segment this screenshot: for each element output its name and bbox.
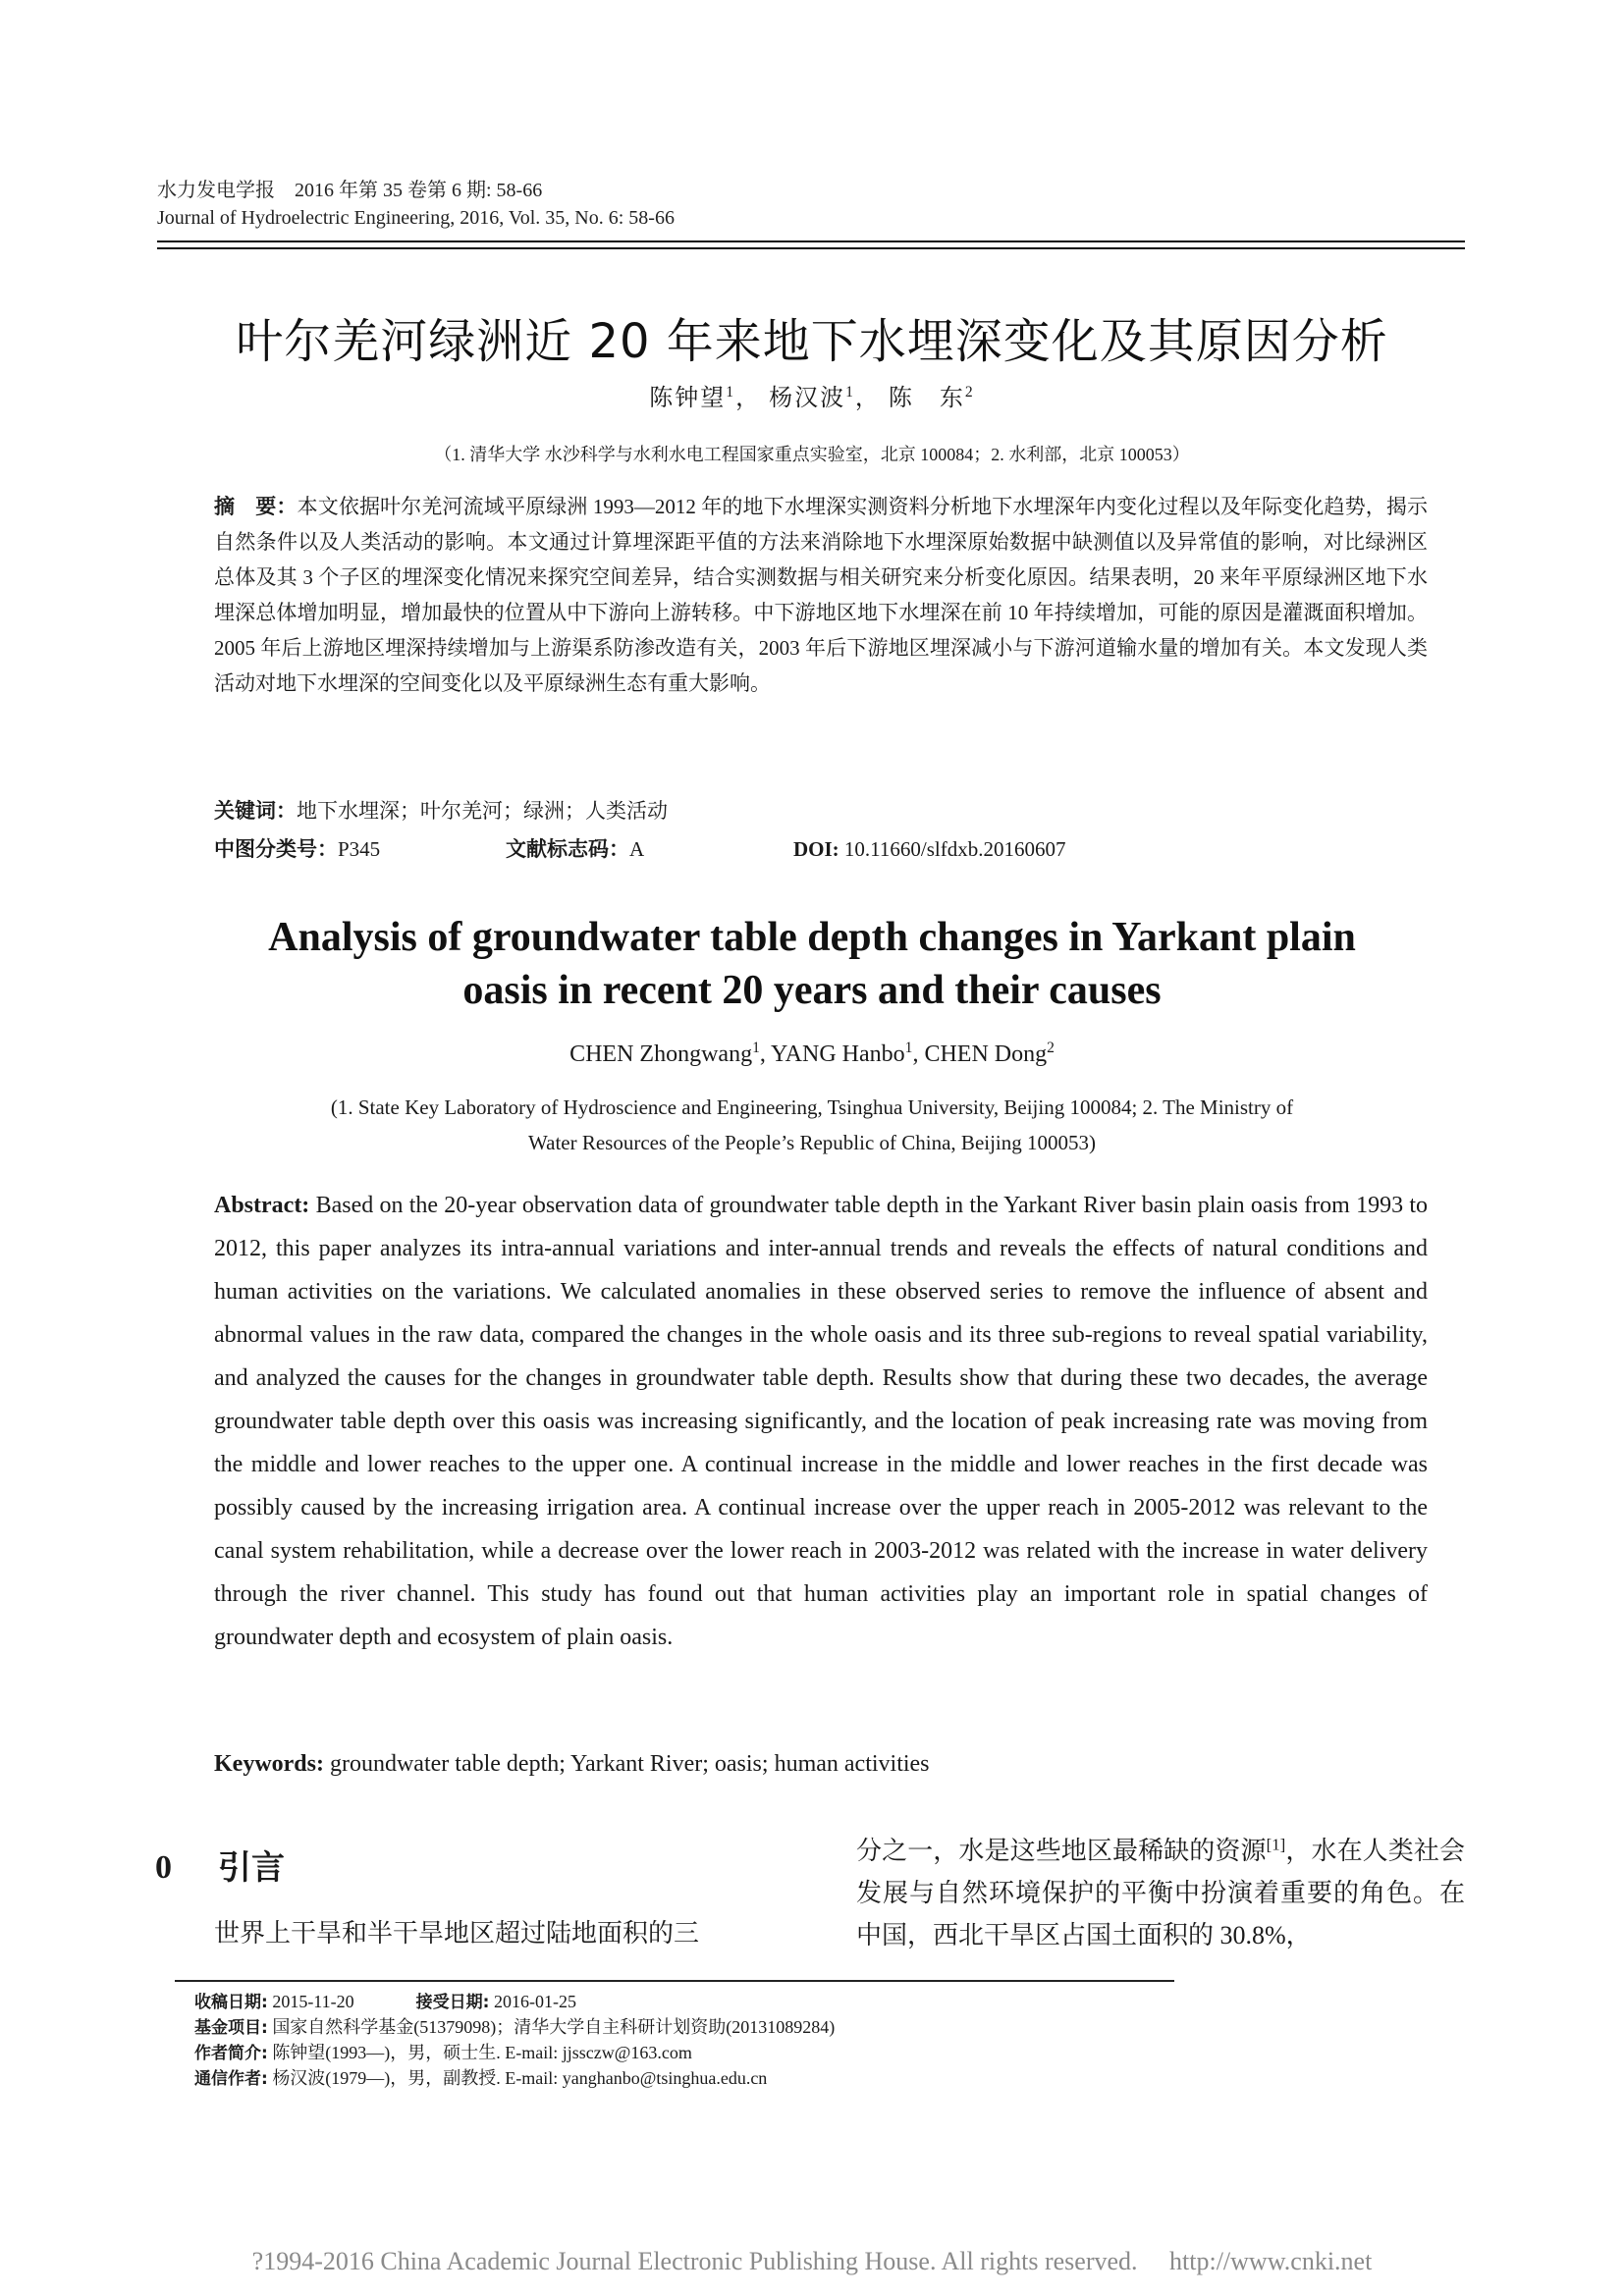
clc-value: P345	[338, 837, 381, 861]
abstract-en-label: Abstract:	[214, 1193, 310, 1218]
doi	[793, 834, 1065, 864]
author-en-3-affil: 2	[1047, 1040, 1055, 1056]
affiliation-cn: （1. 清华大学 水沙科学与水利水电工程国家重点实验室，北京 100084；2. 水利部，北京 100053）	[434, 445, 1190, 464]
keywords-en	[214, 1747, 1428, 1781]
footnote-dates	[194, 1989, 576, 2015]
author-bio-value: 陈钟望(1993—)，男，硕士生. E-mail: jjssczw@163.com	[272, 2043, 692, 2062]
body-text-left: 世界上干旱和半干旱地区超过陆地面积的三	[214, 1919, 700, 1948]
copyright-notice: ?1994-2016 China Academic Journal Electronic Publishing House. All rights reserved. http://www.cnki.net	[251, 2247, 1373, 2275]
abstract-en	[214, 1184, 1428, 1659]
keywords-cn-label: 关键词：	[214, 799, 297, 823]
footnote-author	[194, 2040, 692, 2066]
keywords-en-label: Keywords:	[214, 1751, 324, 1777]
doc-code-label: 文献标志码：	[506, 837, 629, 861]
paper-title-cn: 叶尔羌河绿洲近 20 年来地下水埋深变化及其原因分析	[236, 314, 1388, 369]
header-rule-top	[157, 240, 1465, 242]
received-label: 收稿日期:	[194, 1993, 268, 2012]
author-en-1: CHEN Zhongwang	[569, 1041, 753, 1067]
doi-label: DOI:	[793, 837, 839, 861]
journal-header-cn: 水力发电学报 2016 年第 35 卷第 6 期: 58-66	[157, 180, 543, 201]
author-cn-2-affil: 1	[845, 384, 855, 400]
paper-title-en-line1: Analysis of groundwater table depth changes in Yarkant plain	[268, 915, 1356, 960]
keywords-en-text: groundwater table depth; Yarkant River; oasis; human activities	[329, 1751, 930, 1777]
author-cn-1: 陈钟望	[649, 386, 727, 411]
section-number: 0	[155, 1849, 172, 1886]
author-en-3: CHEN Dong	[924, 1041, 1048, 1067]
body-text-right-b: ，水在人类社会发展与自然环境保护的平衡中扮演着重要的角色。在中国，西北干旱区占国土面积的 30.8%，	[856, 1837, 1465, 1949]
author-bio-label: 作者简介:	[194, 2044, 268, 2063]
clc-label: 中图分类号：	[214, 837, 338, 861]
author-en-2-affil: 1	[904, 1040, 913, 1056]
footnote-corresponding	[194, 2065, 767, 2092]
keywords-cn	[214, 793, 1428, 828]
author-cn-1-affil: 1	[726, 384, 736, 400]
abstract-cn-text: 本文依据叶尔羌河流域平原绿洲 1993—2012 年的地下水埋深实测资料分析地下水埋深年内变化过程以及年际变化趋势，揭示自然条件以及人类活动的影响。本文通过计算埋深距平值的方法来消除地下水埋深原始数据中缺测值以及异常值的影响，对比绿洲区总体及其 3 个子区的埋深变化情况来探究空间差异，结合实测数据与相关研究来分析变化原因。结果表明，20 来年平原绿洲区地下水埋深总体增加明显，增加最快的位置从中下游向上游转移。中下游地区地下水埋深在前 10 年持续增加，可能的原因是灌溉面积增加。2005 年后上游地区埋深持续增加与上游渠系防渗改造有关，2003 年后下游地区埋深减小与下游河道输水量的增加有关。本文发现人类活动对地下水埋深的空间变化以及平原绿洲生态有重大影响。	[214, 495, 1429, 695]
affiliation-en-line1: (1. State Key Laboratory of Hydroscience and Engineering, Tsinghua University, Beijing 100084; 2. The Ministry of	[330, 1095, 1294, 1119]
paper-title-en	[0, 911, 1624, 1017]
keywords-cn-text: 地下水埋深；叶尔羌河；绿洲；人类活动	[297, 799, 668, 823]
affiliation-en-line2: Water Resources of the People’s Republic of China, Beijing 100053)	[527, 1131, 1097, 1154]
footnote-fund	[194, 2014, 835, 2041]
author-en-1-affil: 1	[752, 1040, 760, 1056]
citation-ref[interactable]: [1]	[1266, 1835, 1286, 1854]
abstract-en-text: Based on the 20-year observation data of groundwater table depth in the Yarkant River basin plain oasis from 1993 to 2012, this paper analyzes its intra-annual variations and inter-annual trends and reveals the effects of natural conditions and human activities on the variations. We calculated anomalies in these observed series to remove the influence of absent and abnormal values in the raw data, compared the changes in the whole oasis and its three sub-regions to reveal spatial variability, and analyzed the causes for the changes in groundwater table depth. Results show that during these two decades, the average groundwater table depth over this oasis was increasing significantly, and the location of peak increasing rate was moving from the middle and lower reaches to the upper one. A continual increase in the middle and lower reaches in the first decade was possibly caused by the increasing irrigation area. A continual increase over the upper reach in 2005-2012 was relevant to the canal system rehabilitation, while a decrease over the lower reach in 2003-2012 was related with the increase in water delivery through the river channel. This study has found out that human activities play an important role in spatial changes of groundwater depth and ecosystem of plain oasis.	[214, 1193, 1428, 1650]
document-code	[506, 834, 644, 864]
accepted-date: 2016-01-25	[493, 1992, 576, 2011]
clc-number	[214, 834, 380, 864]
authors-en: CHEN Zhongwang$^1$, YANG Hanbo$^1$, CHEN Dong$^2$	[569, 1040, 1055, 1067]
journal-header-en: Journal of Hydroelectric Engineering, 2016, Vol. 35, No. 6: 58-66	[157, 207, 675, 229]
section-title: 引言	[218, 1848, 285, 1888]
paper-title-en-line2: oasis in recent 20 years and their causes	[462, 968, 1162, 1013]
doi-value[interactable]: 10.11660/slfdxb.20160607	[843, 837, 1066, 861]
body-text-right-a: 分之一，水是这些地区最稀缺的资源	[856, 1837, 1267, 1865]
author-cn-3: 陈 东	[888, 386, 965, 411]
author-en-2: YANG Hanbo	[770, 1041, 905, 1067]
accepted-label: 接受日期:	[415, 1993, 490, 2012]
corresponding-value: 杨汉波(1979—)，男，副教授. E-mail: yanghanbo@tsinghua.edu.cn	[272, 2068, 768, 2088]
fund-label: 基金项目:	[194, 2018, 268, 2038]
authors-cn: 陈钟望$^1$， 杨汉波$^1$， 陈 东$^2$	[649, 384, 975, 411]
body-text-right	[856, 1830, 1465, 1956]
author-cn-2: 杨汉波	[769, 386, 846, 411]
abstract-cn	[214, 489, 1428, 701]
footnote-rule	[175, 1980, 1174, 1982]
abstract-cn-label: 摘 要：	[214, 495, 298, 518]
affiliation-en	[216, 1090, 1408, 1160]
author-cn-3-affil: 2	[964, 384, 975, 400]
header-rule-bottom	[157, 247, 1465, 249]
doc-code-value: A	[629, 837, 645, 861]
corresponding-label: 通信作者:	[194, 2069, 268, 2089]
received-date: 2015-11-20	[272, 1992, 354, 2011]
fund-value: 国家自然科学基金(51379098)；清华大学自主科研计划资助(20131089284)	[272, 2017, 836, 2037]
